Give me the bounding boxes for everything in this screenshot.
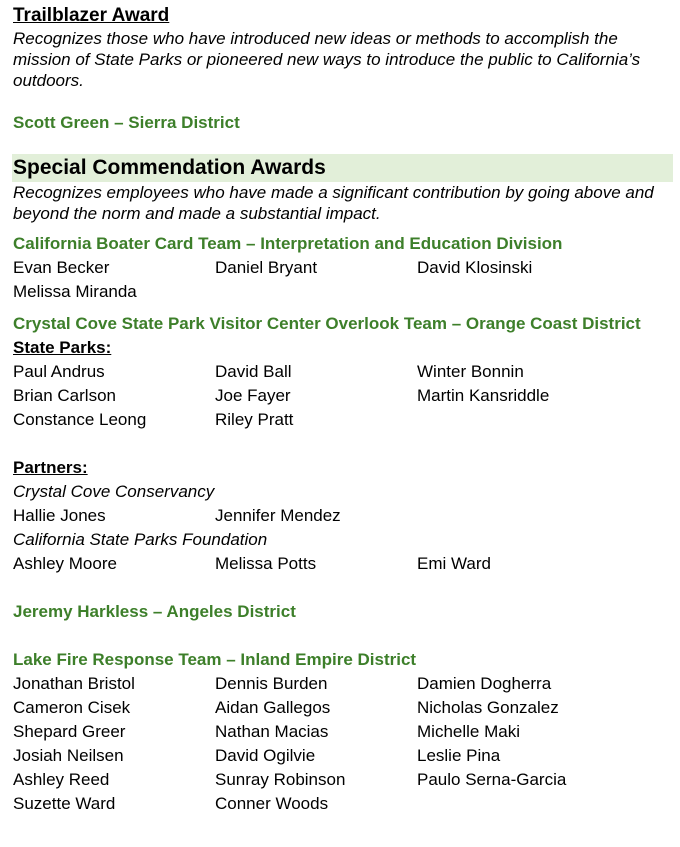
name-entry: Riley Pratt [215,410,294,429]
name-entry: Melissa Miranda [13,282,137,301]
name-entry: Leslie Pina [417,746,501,765]
trailblazer-description: Recognizes those who have introduced new ideas or methods to accomplish the mission of State Parks or pioneered new ways to introduce the public to California’s outdoors. [13,29,641,90]
name-entry: Josiah Neilsen [13,746,124,765]
name-entry: David Ball [215,362,292,381]
special-commendation-description: Recognizes employees who have made a significant contribution by going above and beyond the norm and made a substantial impact. [13,183,654,223]
name-entry: Jonathan Bristol [13,674,135,693]
boater-team-heading: California Boater Card Team – Interpretation and Education Division [13,234,563,253]
document-page [13,4,673,816]
name-entry: Shepard Greer [13,722,126,741]
name-entry: Cameron Cisek [13,698,131,717]
name-entry: Aidan Gallegos [215,698,331,717]
crystal-cove-heading: Crystal Cove State Park Visitor Center Overlook Team – Orange Coast District [13,314,641,333]
name-entry: Damien Dogherra [417,674,552,693]
conservancy-label: Crystal Cove Conservancy [13,482,215,501]
name-entry: David Ogilvie [215,746,316,765]
harkless-recipient: Jeremy Harkless – Angeles District [13,602,296,621]
name-entry: David Klosinski [417,258,533,277]
name-entry: Daniel Bryant [215,258,318,277]
name-entry: Melissa Potts [215,554,317,573]
foundation-names [13,552,673,576]
trailblazer-recipient: Scott Green – Sierra District [13,113,240,132]
lake-fire-heading: Lake Fire Response Team – Inland Empire District [13,650,417,669]
name-entry: Suzette Ward [13,794,116,813]
special-commendation-title: Special Commendation Awards [12,154,673,182]
boater-team-names [13,256,673,304]
conservancy-names [13,504,673,528]
name-entry: Dennis Burden [215,674,328,693]
state-parks-label: State Parks: [13,338,112,357]
name-entry: Ashley Reed [13,770,110,789]
state-parks-names [13,360,673,432]
trailblazer-title: Trailblazer Award [13,5,170,26]
name-entry: Martin Kansriddle [417,386,550,405]
name-entry: Michelle Maki [417,722,520,741]
partners-label: Partners: [13,458,88,477]
foundation-label: California State Parks Foundation [13,530,268,549]
name-entry: Sunray Robinson [215,770,346,789]
name-entry: Paulo Serna-Garcia [417,770,567,789]
name-entry: Joe Fayer [215,386,291,405]
name-entry: Nicholas Gonzalez [417,698,559,717]
name-entry: Hallie Jones [13,506,106,525]
name-entry: Emi Ward [417,554,491,573]
lake-fire-names [13,672,673,816]
name-entry: Brian Carlson [13,386,116,405]
name-entry: Nathan Macias [215,722,329,741]
name-entry: Jennifer Mendez [215,506,341,525]
name-entry: Ashley Moore [13,554,117,573]
name-entry: Paul Andrus [13,362,105,381]
name-entry: Conner Woods [215,794,329,813]
name-entry: Constance Leong [13,410,147,429]
name-entry: Evan Becker [13,258,110,277]
name-entry: Winter Bonnin [417,362,524,381]
